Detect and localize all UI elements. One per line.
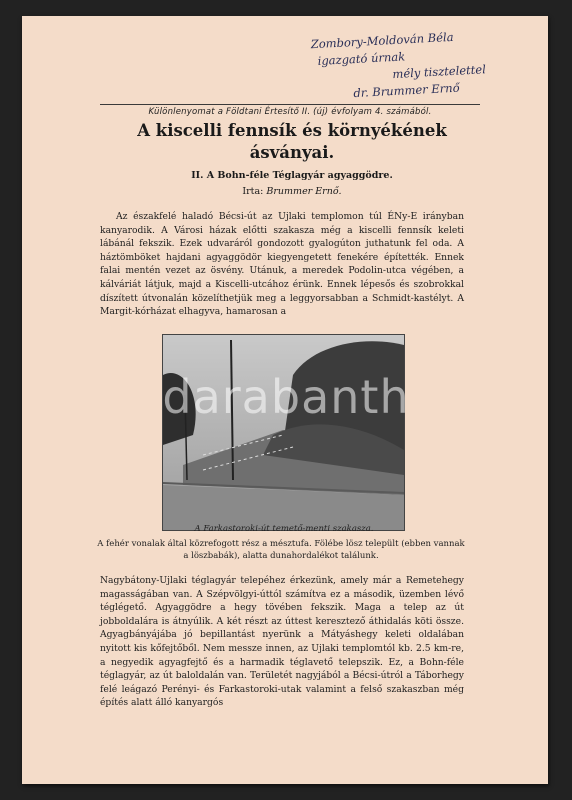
reprint-note: Különlenyomat a Földtani Értesítő II. (új) évfolyam 4. számából. — [148, 107, 432, 117]
photo-illustration — [163, 335, 404, 530]
dedication-line: igazgató úrnak — [317, 49, 406, 68]
handwritten-dedication — [310, 24, 553, 104]
author-name: Brummer Ernő. — [266, 186, 342, 197]
title-line: A kiscelli fennsík és környékének — [137, 121, 447, 140]
photo-caption-title: A Farkastoroki-út temető-menti szakasza. — [194, 524, 374, 534]
article-title — [102, 120, 482, 164]
watermark: darabanth — [162, 370, 410, 424]
header-rule — [100, 104, 480, 105]
landscape-photo — [162, 334, 405, 531]
author-line — [102, 186, 482, 197]
dedication-signature: dr. Brummer Ernő — [353, 80, 460, 101]
dedication-line: Zombory-Moldován Béla — [310, 29, 454, 52]
author-prefix: Irta: — [242, 186, 264, 197]
dedication-line: mély tisztelettel — [392, 62, 487, 82]
body-paragraph: Nagybátony-Ujlaki téglagyár telepéhez érkezünk, amely már a Remetehegy magasságában van. A Szépvölgyi-úttól számítva ez a második, üzemben lévő téglégető. Agyaggödre a hegy tövében fekszik. Maga a telep az út jobboldalára is átnyúlik. A két részt az úttest keresztező áthidalás köti össze. Agyagbányájába jó bepillantást nyerünk a Mátyáshegy keleti oldalában nyitott kis kőfejtőből. Nem messze innen, az Ujlaki templomtól kb. 2.5 km-re, a negyedik agyagfejtő és a harmadik téglavető telepszik. Ez, a Bohn-féle téglagyár, az út baloldalán van. Területét nagyjából a Bécsi-útról a Táborhegy felé leágazó Perényi- és Farkastoroki-utak valamint a felső szakaszban még építés alatt álló kanyargós — [100, 575, 464, 709]
article-subtitle: II. A Bohn-féle Téglagyár agyaggödre. — [191, 170, 393, 181]
body-paragraph: Az északfelé haladó Bécsi-út az Ujlaki templomon túl ÉNy-E irányban kanyarodik. A Városi házak előtti szakasza még a kiscelli fennsík keleti lábánál fekszik. Ezek udvaráról gondozott gyalogúton juthatunk fel oda. A háztömböket hajdani agyaggödör kiegyengetett fenekére építették. Ennek falai mentén vezet az ösvény. Utánuk, a meredek Podolin-utca végében, a kálváriát látjuk, majd a Kiscelli-utcához érünk. Ennek lépesős és szobrokkal díszített útvonalán közelíthetjük meg a leggyorsabban a Schmidt-kastélyt. A Margit-kórházat elhagyva, hamarosan a — [100, 211, 464, 318]
title-line: ásványai. — [249, 143, 335, 162]
photo-caption-text: A fehér vonalak által közrefogott rész a mésztufa. Fölébe lösz települt (ebben vannak a löszbabák), alatta dunahordalékot találunk. — [97, 539, 465, 561]
